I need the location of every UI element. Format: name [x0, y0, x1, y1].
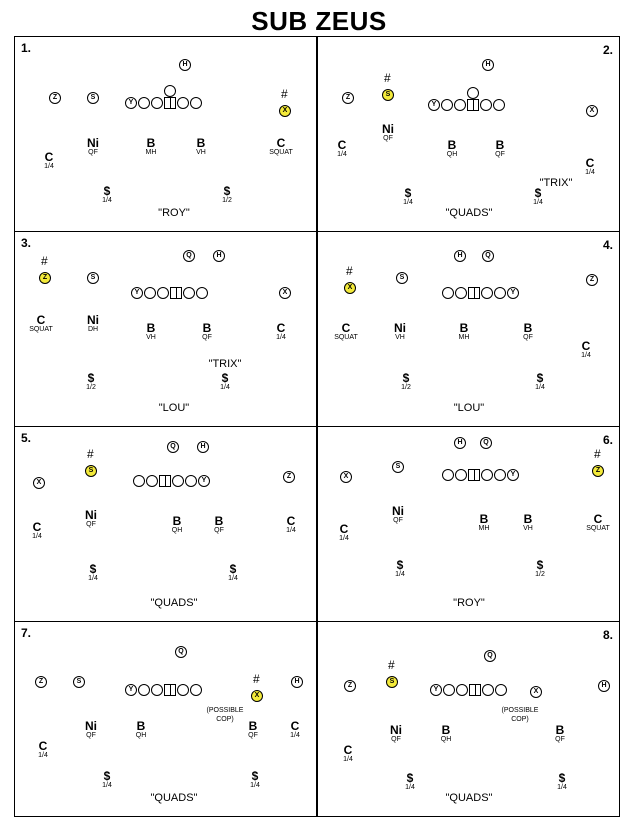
defender-safety: [535, 372, 545, 392]
coverage-label: 1/4: [337, 151, 347, 158]
lineman-symbol: [442, 287, 454, 299]
panel-number: 8.: [602, 628, 613, 642]
coverage-label: VH: [146, 334, 156, 341]
coverage-label: QH: [171, 527, 183, 534]
hash-mark: #: [594, 447, 601, 461]
receiver-x: X: [340, 471, 352, 483]
defender-label: $: [229, 562, 237, 576]
defender-b: [441, 724, 452, 744]
hash-mark: #: [253, 672, 260, 686]
possible-cop-note: (POSSIBLE COP): [501, 707, 539, 723]
center-symbol: [467, 99, 479, 111]
coverage-label: 1/4: [290, 732, 300, 739]
center-symbol: [468, 287, 480, 299]
defender-label: $: [87, 371, 95, 385]
defender-label: $: [103, 769, 111, 783]
lineman-symbol: [494, 469, 506, 481]
defender-safety: [535, 559, 545, 579]
defender-c: [269, 137, 293, 157]
defender-label: $: [402, 371, 410, 385]
formation-panel-1: [14, 36, 317, 232]
receiver-x: X: [279, 105, 291, 117]
coverage-label: MH: [458, 334, 470, 341]
defender-label: B: [523, 512, 533, 526]
coverage-label: 1/4: [339, 535, 349, 542]
hash-mark: #: [346, 264, 353, 278]
panel-number: 1.: [21, 41, 32, 55]
coverage-label: 1/4: [343, 756, 353, 763]
defender-label: B: [196, 136, 206, 150]
lineman-symbol: [482, 684, 494, 696]
receiver-s: S: [382, 89, 394, 101]
defender-label: C: [343, 743, 353, 757]
coverage-label: VH: [196, 149, 206, 156]
trix-call: "TRIX": [539, 177, 573, 189]
defender-c: [337, 139, 347, 159]
coverage-label: 1/4: [557, 784, 567, 791]
defender-label: B: [479, 512, 489, 526]
receiver-z: Z: [592, 465, 604, 477]
lineman-symbol: [480, 99, 492, 111]
coverage-label: QH: [446, 151, 458, 158]
defender-label: C: [290, 719, 300, 733]
coverage-label: QF: [391, 736, 401, 743]
defender-label: B: [248, 719, 258, 733]
lineman-symbol: [138, 97, 150, 109]
lineman-symbol: [172, 475, 184, 487]
receiver-z: Z: [342, 92, 354, 104]
defender-label: $: [558, 771, 566, 785]
defender-label: $: [103, 184, 111, 198]
coverage-label: 1/4: [581, 352, 591, 359]
defender-label: C: [286, 514, 296, 528]
coverage-label: QF: [214, 527, 224, 534]
coverage-label: QF: [202, 334, 212, 341]
qb-symbol: [164, 85, 176, 97]
defender-label: Ni: [85, 508, 97, 522]
coverage-label: QH: [135, 732, 147, 739]
receiver-x: X: [530, 686, 542, 698]
back-q: Q: [175, 646, 187, 658]
coverage-call: "ROY": [453, 597, 485, 609]
defender-label: C: [44, 150, 54, 164]
defender-b: [459, 322, 470, 342]
coverage-label: 1/4: [585, 169, 595, 176]
coverage-label: SQUAT: [586, 525, 610, 532]
possible-cop-note: (POSSIBLE COP): [206, 707, 244, 723]
coverage-label: 1/4: [88, 575, 98, 582]
defender-label: C: [341, 321, 351, 335]
center-symbol: [164, 97, 176, 109]
coverage-label: SQUAT: [29, 326, 53, 333]
center-symbol: [170, 287, 182, 299]
coverage-label: 1/4: [395, 571, 405, 578]
defender-b: [136, 720, 147, 740]
receiver-x: X: [344, 282, 356, 294]
defender-label: C: [38, 739, 48, 753]
back-q: Q: [480, 437, 492, 449]
defender-label: Ni: [85, 719, 97, 733]
formation-panel-2: [317, 36, 620, 232]
receiver-x: X: [279, 287, 291, 299]
defender-safety: [533, 187, 543, 207]
defender-ni: [382, 123, 394, 143]
receiver-x: X: [33, 477, 45, 489]
receiver-y: Y: [507, 287, 519, 299]
defender-c: [581, 340, 591, 360]
lineman-symbol: [441, 99, 453, 111]
defender-b: [495, 139, 505, 159]
back-q: Q: [484, 650, 496, 662]
defender-label: C: [337, 138, 347, 152]
defender-b: [172, 515, 183, 535]
defender-c: [276, 322, 286, 342]
defender-label: B: [495, 138, 505, 152]
defender-label: C: [276, 136, 286, 150]
coverage-label: VH: [395, 334, 405, 341]
coverage-label: 1/4: [533, 199, 543, 206]
defender-label: $: [406, 771, 414, 785]
hash-mark: #: [87, 447, 94, 461]
trix-call: "TRIX": [208, 358, 242, 370]
lineman-symbol: [151, 97, 163, 109]
coverage-label: 1/4: [250, 782, 260, 789]
coverage-label: MH: [478, 525, 490, 532]
defender-b: [523, 322, 533, 342]
defender-ni: [392, 505, 404, 525]
back-h: H: [454, 250, 466, 262]
defender-label: $: [223, 184, 231, 198]
defender-label: Ni: [394, 321, 406, 335]
coverage-label: 1/2: [86, 384, 96, 391]
receiver-s: S: [87, 92, 99, 104]
hash-mark: #: [281, 87, 288, 101]
coverage-label: QF: [555, 736, 565, 743]
coverage-label: DH: [87, 326, 99, 333]
defender-safety: [88, 563, 98, 583]
defender-label: Ni: [87, 136, 99, 150]
defender-c: [286, 515, 296, 535]
defender-b: [146, 137, 157, 157]
formation-panel-3: [14, 231, 317, 427]
lineman-symbol: [157, 287, 169, 299]
defender-c: [585, 157, 595, 177]
hash-mark: #: [384, 71, 391, 85]
defender-ni: [390, 724, 402, 744]
defender-label: C: [593, 512, 603, 526]
defender-label: B: [202, 321, 212, 335]
defender-label: C: [36, 313, 46, 327]
lineman-symbol: [196, 287, 208, 299]
receiver-z: Z: [283, 471, 295, 483]
panel-number: 5.: [21, 431, 32, 445]
defender-label: $: [89, 562, 97, 576]
defender-b: [479, 513, 490, 533]
lineman-symbol: [151, 684, 163, 696]
coverage-label: QF: [393, 517, 403, 524]
defender-safety: [102, 185, 112, 205]
center-symbol: [159, 475, 171, 487]
defender-c: [290, 720, 300, 740]
coverage-label: 1/4: [228, 575, 238, 582]
defender-c: [339, 523, 349, 543]
receiver-y: Y: [125, 684, 137, 696]
panel-number: 4.: [602, 238, 613, 252]
defender-label: B: [555, 723, 565, 737]
defender-label: C: [339, 522, 349, 536]
formation-panel-8: [317, 621, 620, 817]
receiver-h: H: [291, 676, 303, 688]
receiver-z: Z: [39, 272, 51, 284]
receiver-y: Y: [131, 287, 143, 299]
defender-safety: [102, 770, 112, 790]
receiver-y: Y: [125, 97, 137, 109]
receiver-s: S: [396, 272, 408, 284]
defender-safety: [405, 772, 415, 792]
coverage-label: VH: [523, 525, 533, 532]
receiver-y: Y: [430, 684, 442, 696]
coverage-label: 1/4: [535, 384, 545, 391]
receiver-z: Z: [35, 676, 47, 688]
page-title: SUB ZEUS: [251, 6, 387, 36]
coverage-label: QF: [86, 521, 96, 528]
lineman-symbol: [481, 469, 493, 481]
lineman-symbol: [456, 684, 468, 696]
defender-label: C: [276, 321, 286, 335]
defender-b: [196, 137, 206, 157]
defender-ni: [85, 720, 97, 740]
coverage-label: 1/4: [102, 782, 112, 789]
panel-number: 2.: [602, 43, 613, 57]
defender-safety: [401, 372, 411, 392]
defender-c: [29, 314, 53, 334]
defender-ni: [85, 509, 97, 529]
defender-safety: [395, 559, 405, 579]
defender-label: Ni: [392, 504, 404, 518]
coverage-label: 1/2: [222, 197, 232, 204]
hash-mark: #: [41, 254, 48, 268]
receiver-h: H: [598, 680, 610, 692]
coverage-label: 1/4: [32, 533, 42, 540]
defender-c: [334, 322, 358, 342]
coverage-label: 1/4: [102, 197, 112, 204]
defender-label: C: [32, 520, 42, 534]
coverage-call: "LOU": [158, 402, 190, 414]
formation-panel-7: [14, 621, 317, 817]
lineman-symbol: [442, 469, 454, 481]
receiver-s: S: [386, 676, 398, 688]
panel-number: 6.: [602, 433, 613, 447]
lineman-symbol: [146, 475, 158, 487]
defender-c: [38, 740, 48, 760]
coverage-call: "QUADS": [150, 597, 198, 609]
coverage-call: "ROY": [158, 207, 190, 219]
lineman-symbol: [493, 99, 505, 111]
receiver-s: S: [392, 461, 404, 473]
defender-b: [214, 515, 224, 535]
defender-b: [523, 513, 533, 533]
center-symbol: [164, 684, 176, 696]
coverage-label: QF: [86, 732, 96, 739]
lineman-symbol: [177, 97, 189, 109]
coverage-label: 1/4: [286, 527, 296, 534]
coverage-label: 1/4: [220, 384, 230, 391]
lineman-symbol: [138, 684, 150, 696]
formation-panel-6: [317, 426, 620, 622]
defender-safety: [222, 185, 232, 205]
lineman-symbol: [495, 684, 507, 696]
back-h: H: [482, 59, 494, 71]
lineman-symbol: [455, 287, 467, 299]
defender-label: $: [221, 371, 229, 385]
lineman-symbol: [494, 287, 506, 299]
defender-c: [32, 521, 42, 541]
defender-label: $: [536, 558, 544, 572]
center-symbol: [469, 684, 481, 696]
defender-label: $: [404, 186, 412, 200]
coverage-label: 1/4: [276, 334, 286, 341]
defender-c: [44, 151, 54, 171]
coverage-label: 1/2: [401, 384, 411, 391]
back-h: H: [454, 437, 466, 449]
coverage-label: 1/2: [535, 571, 545, 578]
lineman-symbol: [455, 469, 467, 481]
lineman-symbol: [185, 475, 197, 487]
defender-label: B: [447, 138, 457, 152]
defender-label: $: [536, 371, 544, 385]
lineman-symbol: [177, 684, 189, 696]
defender-c: [343, 744, 353, 764]
defender-label: B: [172, 514, 182, 528]
coverage-label: QF: [383, 135, 393, 142]
receiver-z: Z: [49, 92, 61, 104]
defender-safety: [557, 772, 567, 792]
defender-safety: [86, 372, 96, 392]
coverage-call: "QUADS": [150, 792, 198, 804]
coverage-label: SQUAT: [269, 149, 293, 156]
defender-label: $: [534, 186, 542, 200]
defender-safety: [250, 770, 260, 790]
defender-label: B: [441, 723, 451, 737]
lineman-symbol: [443, 684, 455, 696]
defender-safety: [403, 187, 413, 207]
receiver-x: X: [586, 105, 598, 117]
back-q: Q: [183, 250, 195, 262]
formation-grid: [14, 36, 619, 816]
coverage-label: QF: [88, 149, 98, 156]
defender-label: $: [251, 769, 259, 783]
back-q: Q: [482, 250, 494, 262]
defender-label: Ni: [87, 313, 99, 327]
receiver-y: Y: [198, 475, 210, 487]
coverage-label: 1/4: [44, 163, 54, 170]
back-q: Q: [167, 441, 179, 453]
defender-ni: [394, 322, 406, 342]
coverage-call: "LOU": [453, 402, 485, 414]
receiver-y: Y: [507, 469, 519, 481]
lineman-symbol: [454, 99, 466, 111]
defender-safety: [228, 563, 238, 583]
defender-safety: [220, 372, 230, 392]
coverage-label: 1/4: [405, 784, 415, 791]
back-h: H: [213, 250, 225, 262]
defender-label: B: [136, 719, 146, 733]
coverage-label: MH: [145, 149, 157, 156]
receiver-y: Y: [428, 99, 440, 111]
defender-label: B: [146, 321, 156, 335]
receiver-s: S: [87, 272, 99, 284]
panel-number: 3.: [21, 236, 32, 250]
defender-label: $: [396, 558, 404, 572]
defender-b: [202, 322, 212, 342]
lineman-symbol: [190, 684, 202, 696]
defender-label: B: [146, 136, 156, 150]
receiver-x: X: [251, 690, 263, 702]
qb-symbol: [467, 87, 479, 99]
back-h: H: [179, 59, 191, 71]
defender-label: Ni: [390, 723, 402, 737]
coverage-label: 1/4: [38, 752, 48, 759]
coverage-label: SQUAT: [334, 334, 358, 341]
defender-ni: [87, 314, 99, 334]
defender-b: [555, 724, 565, 744]
center-symbol: [468, 469, 480, 481]
back-h: H: [197, 441, 209, 453]
defender-label: Ni: [382, 122, 394, 136]
coverage-label: 1/4: [403, 199, 413, 206]
receiver-z: Z: [344, 680, 356, 692]
receiver-z: Z: [586, 274, 598, 286]
formation-panel-4: [317, 231, 620, 427]
defender-label: B: [214, 514, 224, 528]
defender-b: [248, 720, 258, 740]
defender-label: C: [581, 339, 591, 353]
hash-mark: #: [388, 658, 395, 672]
lineman-symbol: [144, 287, 156, 299]
lineman-symbol: [190, 97, 202, 109]
coverage-label: QF: [495, 151, 505, 158]
coverage-label: QF: [523, 334, 533, 341]
defender-b: [447, 139, 458, 159]
defender-label: B: [523, 321, 533, 335]
receiver-s: S: [85, 465, 97, 477]
lineman-symbol: [183, 287, 195, 299]
coverage-label: QH: [440, 736, 452, 743]
coverage-label: QF: [248, 732, 258, 739]
defender-ni: [87, 137, 99, 157]
coverage-call: "QUADS": [445, 207, 493, 219]
lineman-symbol: [133, 475, 145, 487]
panel-number: 7.: [21, 626, 32, 640]
coverage-call: "QUADS": [445, 792, 493, 804]
defender-c: [586, 513, 610, 533]
formation-panel-5: [14, 426, 317, 622]
lineman-symbol: [481, 287, 493, 299]
defender-b: [146, 322, 156, 342]
defender-label: B: [459, 321, 469, 335]
defender-label: C: [585, 156, 595, 170]
receiver-s: S: [73, 676, 85, 688]
